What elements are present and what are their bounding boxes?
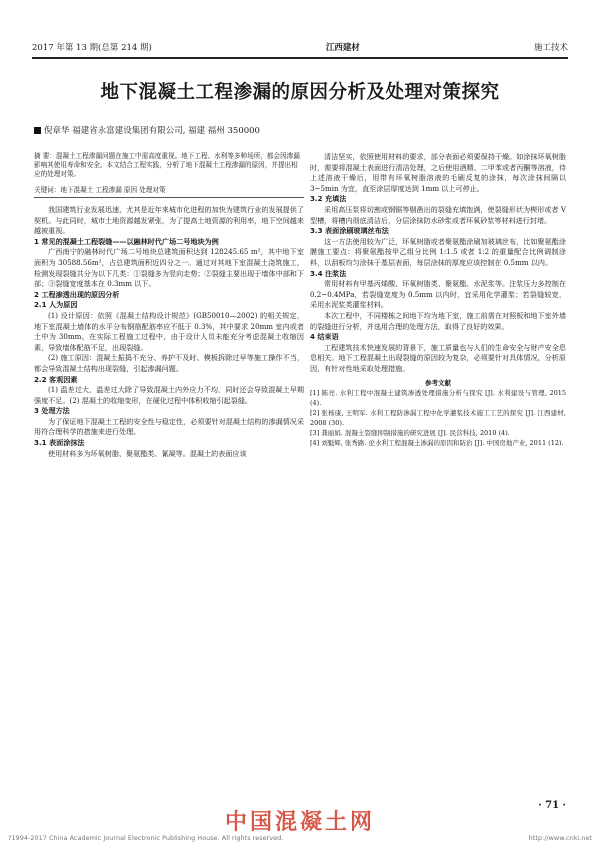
issue-label: 2017 年第 13 期(总第 214 期)	[32, 43, 152, 53]
footer-link[interactable]: http://www.cnki.net	[528, 834, 592, 842]
section-heading: 4 结束语	[310, 332, 339, 342]
reference-list	[310, 388, 566, 448]
paragraph: 广西南宁的融林时代广场二号地块总建筑面积达到 128245.65 m²，其中地下室面积为 30588.56m²，占总建筑面积近四分之一。通过对其地下室混凝土浇筑施工，检测发现裂缝共分为以下几类：①裂缝多为竖向走势；②裂缝主要出现于墙体中部和下部；③裂缝宽度基本在 0.3mm 以下。	[34, 247, 304, 289]
paragraph: 常用材料有甲基丙烯酸、环氧树脂类、聚氨酯、水泥浆等。注浆压力多控制在 0.2~0.4MPa，若裂缝宽度为 0.5mm 以内时，宜采用化学灌浆；若裂缝较宽，采用水泥浆类灌浆材料。	[310, 279, 566, 310]
author-text: 倪章华 福建省永富建设集团有限公司, 福建 福州 350000	[44, 126, 260, 136]
abstract: 摘 要：混凝土工程渗漏问题在施工中需高度重视。地下工程、水利等多种场所，都会因渗漏影响其使用寿命和安全。本文结合工程实践，分析了地下混凝土工程渗漏的原因，并提出相应的处理对策。	[34, 152, 300, 178]
right-column	[310, 152, 566, 448]
section-heading: 3.3 表面涂刷玻璃丝布法	[310, 226, 389, 236]
section-heading: 2.1 人为原因	[34, 300, 78, 310]
reference-item: [3] 龚丽娟. 混凝土裂缝抑制措施的研究进展 [J]. 民营科技, 2010 (4).	[310, 429, 510, 438]
left-column	[34, 205, 304, 459]
reference-item: [1] 陈亮. 水利工程中混凝土建筑渗透处理措施分析与探究 [J]. 水利建设与管理, 2015 (4).	[310, 389, 566, 408]
references-title: 参考文献	[425, 379, 451, 388]
right-column-body	[310, 152, 566, 374]
paragraph: (1) 设计原因：依照《混凝土结构设计规范》(GB50010—2002) 的相关规定，地下室混凝土墙体的水平分布钢筋配筋率应不低于 0.3%，其中要求 20mm 室内或者土中为 30mm。在实际工程施工过程中，由于设计人员未能充分考虑混凝土收缩因素，导致墙体配筋不足，出现裂缝。	[34, 310, 304, 352]
section-heading: 2 工程渗透出现的原因分析	[34, 289, 120, 299]
divider	[34, 197, 304, 198]
references	[310, 378, 566, 448]
reference-item: [2] 张杨康, 王明军. 水利工程防渗漏工程中化学灌浆技术施工工艺的探究 [J]. 江西建材, 2008 (30).	[310, 409, 566, 428]
section-heading: 3.1 表面涂抹法	[34, 438, 85, 448]
keywords: 关键词：地下混凝土 工程渗漏 原因 处理对策	[34, 186, 166, 194]
running-header	[32, 40, 568, 59]
paragraph: 这一方法使用较为广泛，环氧树脂或者聚氨酯涂刷加玻璃丝布，比如聚氨酯涂膜施工要点：将聚氨酯按甲乙组分比例 1:1.5 或者 1:2 的重量配合比例调制涂料，以刮板均匀涂抹于基层表面，每层涂抹的厚度应该控制在 0.5mm 以内。	[310, 236, 566, 267]
section-heading: 3.2 充填法	[310, 194, 347, 204]
paragraph: 为了保证地下混凝土工程的安全性与稳定性，必须要针对混凝土结构的渗漏情况采用符合理科学的措施来进行处理。	[34, 416, 304, 437]
bullet-square-icon	[34, 127, 41, 134]
section-heading: 1 常见的混凝土工程裂缝——以融林时代广场二号地块为例	[34, 236, 219, 246]
footer	[8, 834, 592, 842]
copyright: ?1994-2017 China Academic Journal Electronic Publishing House. All rights reserved.	[8, 834, 284, 842]
paragraph: 工程建筑技术快速发展的背景下，施工质量也与人们的生命安全与财产安全息息相关。地下工程混凝土出现裂缝的原因较为复杂，必须要针对具体情况，分析原因，有针对性地采取处理措施。	[310, 342, 566, 373]
reference-item: [4] 刘魁辉, 张秀路. 论水利工程混凝土渗漏的原因和防治 [J]. 中国房地产业, 2011 (12).	[310, 439, 564, 448]
paragraph: 采用高压泵将切割或钢锯等剔凿出的裂缝充填饱满，使裂缝形状为楔形或者 V 型槽，将槽内彻底清洁后，分层涂抹防水砂浆或者环氧砂浆等材料进行封堵。	[310, 204, 566, 225]
paragraph: 我国建筑行业发展迅速，尤其是近年来城市化进程的加快为建筑行业的发展提供了契机。与此同时，城市土地资源越发紧张，为了提高土地资源的利用率，地下空间越来越被重视。	[34, 205, 304, 236]
section-heading: 3.4 注浆法	[310, 268, 347, 278]
journal-name: 江西建材	[325, 43, 360, 53]
author-line	[34, 124, 260, 136]
paragraph: 清洁坚实，依照使用材料的要求，部分表面必须要保持干燥。如涂抹环氧树脂时，需要将混凝土表面进行清洁处理，之后使用酒精、二甲苯或者丙酮等溶液，待上述溶液干燥后，用带有环氧树脂溶液的毛刷反复的涂抹，每次涂抹间隔以 3~5min 为宜，直至涂层厚度达到 1mm 以上可停止。	[310, 152, 566, 193]
paragraph: 本次工程中，不同楼栋之间地下均为地下室，施工前需在对照板和地下室外墙的裂缝进行分析，并选用合理的处理方法，取得了良好的效果。	[310, 310, 566, 331]
page-number: · 71 ·	[538, 800, 566, 811]
section-heading: 2.2 客观因素	[34, 374, 78, 384]
section-category: 施工技术	[533, 43, 568, 53]
paragraph: 使用材料多为环氧树脂、聚氨酯类、氰凝等。混凝土的表面应该	[48, 448, 247, 458]
paragraph: (2) 施工原因：混凝土振捣不充分、养护不及时、模板拆除过早等施工操作不当，都会导致混凝土结构出现裂缝，引起渗漏问题。	[34, 353, 304, 373]
watermark: 中国混凝土网	[224, 810, 375, 835]
paragraph: (1) 温差过大，温差过大除了导致混凝土内外应力不均，同时还会导致混凝土早期强度不足。(2) 混凝土的收缩变形，在硬化过程中体积收缩引起裂缝。	[34, 385, 304, 405]
article-title: 地下混凝土工程渗漏的原因分析及处理对策探究	[100, 82, 500, 103]
section-heading: 3 处理方法	[34, 406, 70, 416]
